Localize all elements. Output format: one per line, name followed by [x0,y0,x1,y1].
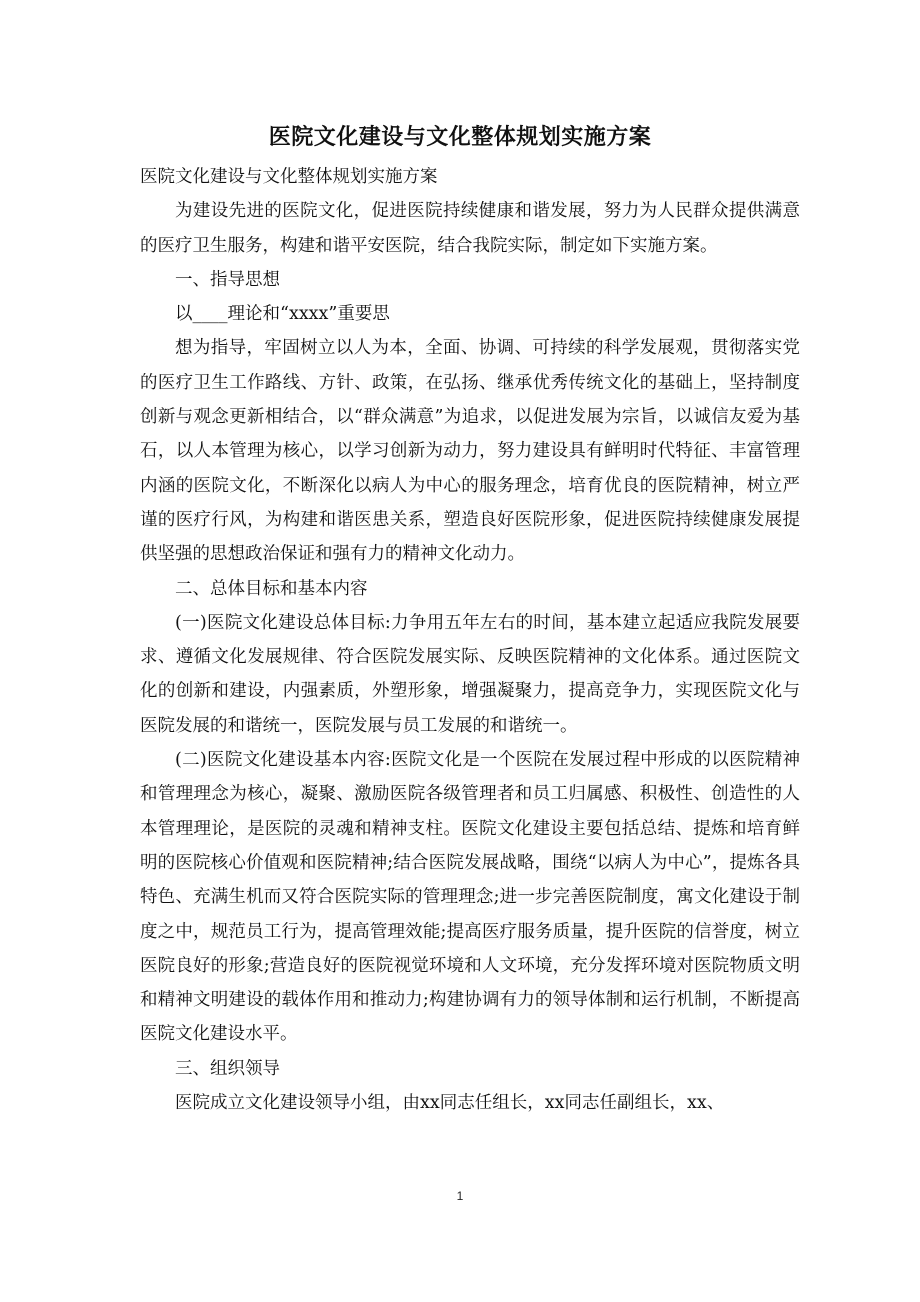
body-paragraph: (二)医院文化建设基本内容:医院文化是一个医院在发展过程中形成的以医院精神和管理理念为核心，凝聚、激励医院各级管理者和员工归属感、积极性、创造性的人本管理理论，是医院的灵魂和精神支柱。医院文化建设主要包括总结、提炼和培育鲜明的医院核心价值观和医院精神;结合医院发展战略，围绕“以病人为中心”，提炼各具特色、充满生机而又符合医院实际的管理理念;进一步完善医院制度，寓文化建设于制度之中，规范员工行为，提高管理效能;提高医疗服务质量，提升医院的信誉度，树立医院良好的形象;营造良好的医院视觉环境和人文环境，充分发挥环境对医院物质文明和精神文明建设的载体作用和推动力;构建协调有力的领导体制和运行机制，不断提高医院文化建设水平。 [140,750,800,1045]
document-title: 医院文化建设与文化整体规划实施方案 [268,124,652,150]
page-number: 1 [456,1189,464,1203]
section-heading: 三、组织领导 [175,1058,280,1079]
body-paragraph: 医院成立文化建设领导小组，由xx同志任组长，xx同志任副组长，xx、 [175,1093,725,1114]
subtitle-paragraph: 医院文化建设与文化整体规划实施方案 [140,167,438,187]
section-heading: 一、指导思想 [175,269,280,290]
section-heading: 二、总体目标和基本内容 [175,578,368,599]
body-paragraph: (一)医院文化建设总体目标:力争用五年左右的时间，基本建立起适应我院发展要求、遵循文化发展规律、符合医院发展实际、反映医院精神的文化体系。通过医院文化的创新和建设，内强素质，外塑形象，增强凝聚力，提高竞争力，实现医院文化与医院发展的和谐统一，医院发展与员工发展的和谐统一。 [140,612,800,736]
body-paragraph: 想为指导，牢固树立以人为本，全面、协调、可持续的科学发展观，贯彻落实党的医疗卫生工作路线、方针、政策，在弘扬、继承优秀传统文化的基础上，坚持制度创新与观念更新相结合，以“群众满意”为追求，以促进发展为宗旨，以诚信友爱为基石，以人本管理为核心，以学习创新为动力，努力建设具有鲜明时代特征、丰富管理内涵的医院文化，不断深化以病人为中心的服务理念，培育优良的医院精神，树立严谨的医疗行风，为构建和谐医患关系，塑造良好医院形象，促进医院持续健康发展提供坚强的思想政治保证和强有力的精神文化动力。 [140,338,800,565]
intro-paragraph: 为建设先进的医院文化，促进医院持续健康和谐发展，努力为人民群众提供满意的医疗卫生服务，构建和谐平安医院，结合我院实际，制定如下实施方案。 [140,201,800,256]
body-paragraph: 以____理论和“xxxx”重要思 [175,304,390,325]
document-body [140,160,800,1120]
